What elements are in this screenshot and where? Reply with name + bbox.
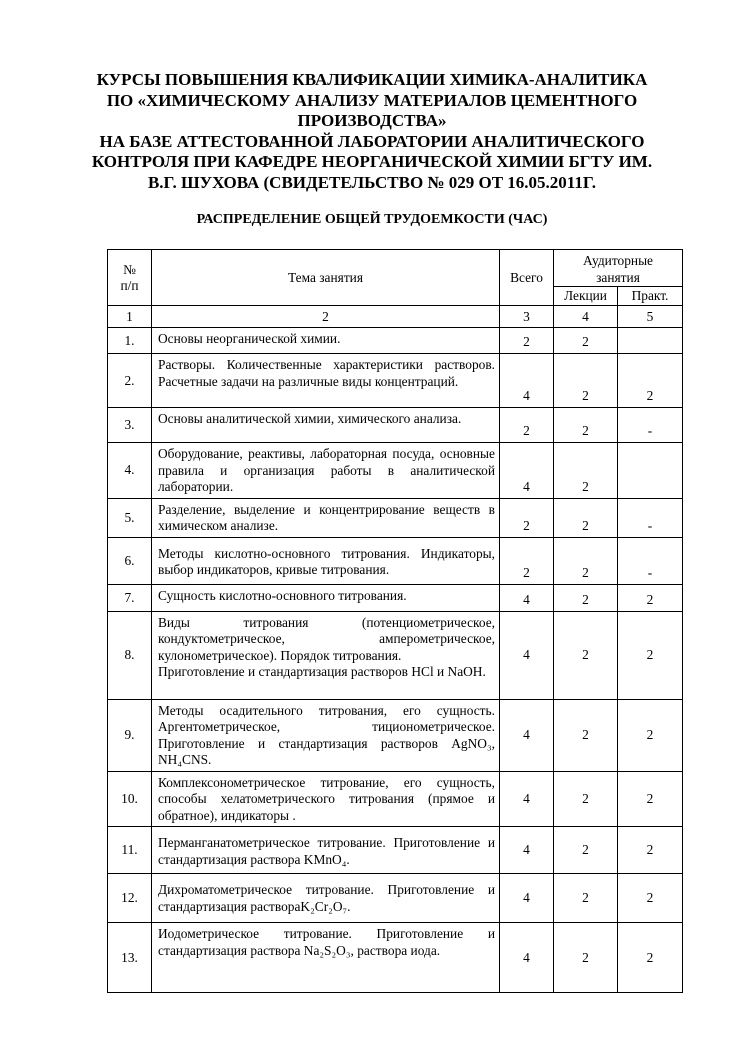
- table-row: [108, 328, 683, 354]
- row-topic: Комплексонометрическое титрование, его сущность, способы хелатометрического титрования (прямое и обратное), индикаторы .: [152, 771, 500, 827]
- page-title: [60, 70, 684, 193]
- row-num: 12.: [108, 874, 152, 923]
- table-row: [108, 874, 683, 923]
- row-num: 5.: [108, 498, 152, 537]
- table-row: [108, 537, 683, 584]
- row-topic: Оборудование, реактивы, лабораторная посуда, основные правила и организация работы в аналитической лаборатории.: [152, 443, 500, 499]
- table-row: [108, 498, 683, 537]
- header-topic: Тема занятия: [152, 250, 500, 306]
- row-lectures: 2: [554, 874, 618, 923]
- row-total: 4: [500, 354, 554, 408]
- index-cell: 1: [108, 306, 152, 328]
- row-lectures: 2: [554, 699, 618, 771]
- table-row: [108, 408, 683, 443]
- row-total: 4: [500, 584, 554, 611]
- row-practice: 2: [618, 874, 683, 923]
- table-row: [108, 611, 683, 699]
- index-cell: 2: [152, 306, 500, 328]
- row-topic: Методы кислотно-основного титрования. Индикаторы, выбор индикаторов, кривые титрования.: [152, 537, 500, 584]
- row-practice: 2: [618, 771, 683, 827]
- row-lectures: 2: [554, 923, 618, 993]
- row-total: 2: [500, 328, 554, 354]
- index-cell: 5: [618, 306, 683, 328]
- row-num: 13.: [108, 923, 152, 993]
- row-practice: 2: [618, 923, 683, 993]
- row-practice: 2: [618, 827, 683, 874]
- row-total: 2: [500, 408, 554, 443]
- header-total: Всего: [500, 250, 554, 306]
- row-total: 2: [500, 537, 554, 584]
- row-practice: [618, 328, 683, 354]
- table-row: [108, 699, 683, 771]
- index-cell: 4: [554, 306, 618, 328]
- row-practice: -: [618, 537, 683, 584]
- index-cell: 3: [500, 306, 554, 328]
- row-practice: [618, 443, 683, 499]
- table-row: [108, 354, 683, 408]
- row-total: 4: [500, 874, 554, 923]
- row-topic: Растворы. Количественные характеристики растворов. Расчетные задачи на различные виды концентраций.: [152, 354, 500, 408]
- row-topic: Методы осадительного титрования, его сущность. Аргентометрическое, тиционометрическое. Приготовление и стандартизация растворов AgNO₃, NH₄CNS.: [152, 699, 500, 771]
- row-topic-part: Приготовление и стандартизация растворов HCl и NaOH.: [158, 664, 486, 679]
- index-row: [108, 306, 683, 328]
- header-lectures: Лекции: [554, 287, 618, 306]
- header-num: № п/п: [108, 250, 152, 306]
- row-topic: Дихроматометрическое титрование. Приготовление и стандартизация раствораK₂Cr₂O₇.: [152, 874, 500, 923]
- row-total: 4: [500, 443, 554, 499]
- row-topic: Иодометрическое титрование. Приготовление и стандартизация раствора Na₂S₂O₃, раствора иода.: [152, 923, 500, 993]
- row-practice: 2: [618, 354, 683, 408]
- row-lectures: 2: [554, 537, 618, 584]
- row-practice: -: [618, 498, 683, 537]
- row-lectures: 2: [554, 328, 618, 354]
- row-lectures: 2: [554, 443, 618, 499]
- row-lectures: 2: [554, 354, 618, 408]
- row-topic: Основы аналитической химии, химического анализа.: [152, 408, 500, 443]
- row-num: 10.: [108, 771, 152, 827]
- title-line: ПРОИЗВОДСТВА»: [297, 111, 447, 130]
- table-row: [108, 584, 683, 611]
- table-row: [108, 771, 683, 827]
- workload-table: [107, 249, 683, 993]
- row-lectures: 2: [554, 827, 618, 874]
- row-num: 8.: [108, 611, 152, 699]
- row-topic: Сущность кислотно-основного титрования.: [152, 584, 500, 611]
- row-num: 3.: [108, 408, 152, 443]
- row-num: 9.: [108, 699, 152, 771]
- row-num: 1.: [108, 328, 152, 354]
- row-total: 4: [500, 771, 554, 827]
- row-lectures: 2: [554, 408, 618, 443]
- row-num: 11.: [108, 827, 152, 874]
- row-num: 4.: [108, 443, 152, 499]
- title-line: НА БАЗЕ АТТЕСТОВАННОЙ ЛАБОРАТОРИИ АНАЛИТИЧЕСКОГО: [99, 131, 645, 151]
- row-topic-part: Виды титрования (потенциометрическое, кондуктометрическое, амперометрическое, кулонометрическое). Порядок титрования.: [158, 614, 495, 663]
- row-topic: Перманганатометрическое титрование. Приготовление и стандартизация раствора KMnO₄.: [152, 827, 500, 874]
- row-practice: 2: [618, 699, 683, 771]
- row-topic: Разделение, выделение и концентрирование веществ в химическом анализе.: [152, 498, 500, 537]
- row-num: 2.: [108, 354, 152, 408]
- table-row: [108, 923, 683, 993]
- row-total: 2: [500, 498, 554, 537]
- title-line: В.Г. ШУХОВА (СВИДЕТЕЛЬСТВО № 029 ОТ 16.05.2011Г.: [147, 172, 597, 192]
- title-line: ПО «ХИМИЧЕСКОМУ АНАЛИЗУ МАТЕРИАЛОВ ЦЕМЕНТНОГО: [106, 90, 638, 110]
- table-row: [108, 443, 683, 499]
- row-total: 4: [500, 923, 554, 993]
- row-lectures: 2: [554, 498, 618, 537]
- row-topic: Основы неорганической химии.: [152, 328, 500, 354]
- row-lectures: 2: [554, 584, 618, 611]
- row-total: 4: [500, 827, 554, 874]
- row-practice: 2: [618, 611, 683, 699]
- row-num: 7.: [108, 584, 152, 611]
- row-total: 4: [500, 699, 554, 771]
- header-practice: Практ.: [618, 287, 683, 306]
- title-line: КОНТРОЛЯ ПРИ КАФЕДРЕ НЕОРГАНИЧЕСКОЙ ХИМИИ БГТУ ИМ.: [91, 152, 653, 171]
- header-auditory: Аудиторные занятия: [554, 250, 683, 287]
- table-row: [108, 827, 683, 874]
- row-total: 4: [500, 611, 554, 699]
- row-topic: [152, 611, 500, 699]
- row-num: 6.: [108, 537, 152, 584]
- row-practice: 2: [618, 584, 683, 611]
- row-lectures: 2: [554, 771, 618, 827]
- row-lectures: 2: [554, 611, 618, 699]
- row-practice: -: [618, 408, 683, 443]
- table-caption: РАСПРЕДЕЛЕНИЕ ОБЩЕЙ ТРУДОЕМКОСТИ (ЧАС): [196, 212, 548, 227]
- title-line: КУРСЫ ПОВЫШЕНИЯ КВАЛИФИКАЦИИ ХИМИКА-АНАЛИТИКА: [96, 70, 648, 89]
